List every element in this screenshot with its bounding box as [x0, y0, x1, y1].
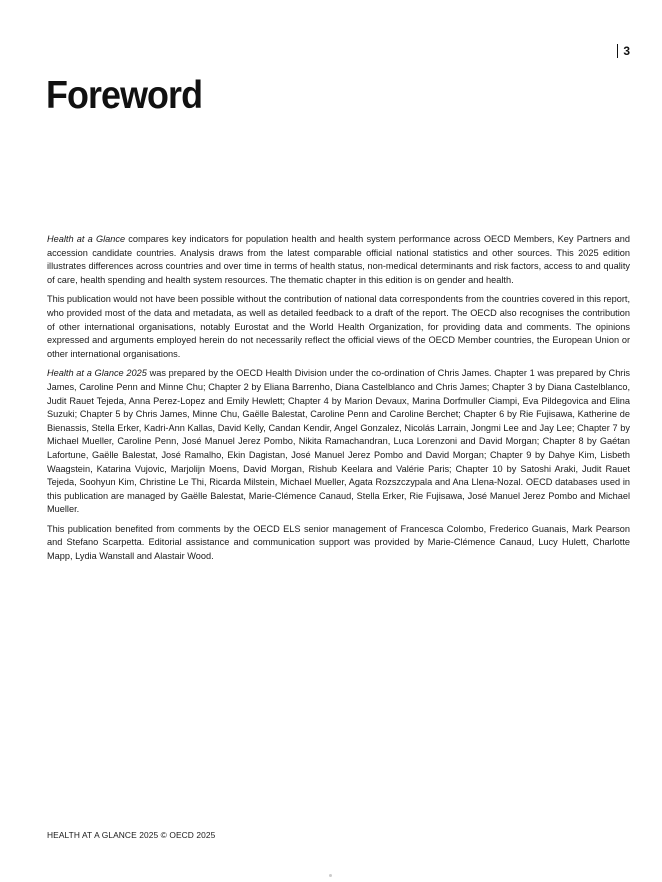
paragraph-authors [47, 367, 630, 517]
page-number: 3 [617, 44, 630, 58]
publication-title-italic: Health at a Glance [47, 234, 126, 244]
paragraph-acknowledgements [47, 293, 630, 361]
foreword-body [47, 233, 630, 570]
paragraph-text: This publication would not have been possible without the contribution of national data correspondents from the countries covered in this report, who provided most of the data and metadata, as well as detailed feedback to a draft of the report. The OECD also recognises the contribution of other international organisations, notably Eurostat and the World Health Organization, for providing data and comments. The opinions expressed and arguments employed herein do not necessarily reflect the official views of the OECD Member countries, the European Union or other international organisations. [47, 294, 630, 359]
paragraph-editorial [47, 523, 630, 564]
page-title: Foreword [46, 74, 203, 117]
page-marker-dot [329, 874, 332, 877]
publication-title-italic: Health at a Glance 2025 [47, 368, 147, 379]
page-footer: HEALTH AT A GLANCE 2025 © OECD 2025 [47, 830, 216, 840]
paragraph-text: compares key indicators for population health and health system performance across OECD Members, Key Partners and accession candidate countries. Analysis draws from the latest comparable official national statistics and other sources. This 2025 edition illustrates differences across countries and over time in terms of health status, non-medical determinants and risk factors, access to and quality of care, health spending and health system resources. The thematic chapter in this edition is on gender and health. [47, 234, 630, 285]
paragraph-text: was prepared by the OECD Health Division under the co-ordination of Chris James. Chapter 1 was prepared by Chris James, Caroline Penn and Minne Chu; Chapter 2 by Eliana Barrenho, Diana Castelblanco and Chris James; Chapter 3 by Diana Castelblanco, Judit Rauet Tejeda, Anna Perez-Lopez and Emily Hewlett; Chapter 4 by Marion Devaux, Marina Dorfmuller Ciampi, Eva Pildegovica and Elina Suzuki; Chapter 5 by Chris James, Minne Chu, Gaëlle Balestat, Caroline Penn and Caroline Berchet; Chapter 6 by Rie Fujisawa, Katherine de Bienassis, Stella Erker, Kadri-Ann Kallas, David Kelly, Candan Kendir, Angel Gonzalez, Nicolás Larrain, Jongmi Lee and Jay Lee; Chapter 7 by Michael Mueller, Caroline Penn, José Manuel Jerez Pombo, Nikita Ramachandran, Luca Lorenzoni and David Morgan; Chapter 8 by Gaétan Lafortune, Gaëlle Balestat, José Ramalho, Ekin Dagistan, José Manuel Jerez Pombo and David Morgan; Chapter 9 by Dahye Kim, Lisbeth Waagstein, Katarina Vujovic, Marjolijn Moens, David Morgan, Rishub Keelara and Valérie Paris; Chapter 10 by Satoshi Araki, Judit Rauet Tejeda, Soohyun Kim, Christine Le Thi, Ricarda Milstein, Michael Mueller, Agata Rozszczypala and Ana Llena-Nozal. OECD databases used in this publication are managed by Gaëlle Balestat, Marie-Clémence Canaud, Stella Erker, Rie Fujisawa, José Manuel Jerez Pombo and Michael Mueller. [47, 368, 630, 515]
paragraph-intro [47, 233, 630, 287]
paragraph-text: This publication benefited from comments by the OECD ELS senior management of Francesca Colombo, Frederico Guanais, Mark Pearson and Stefano Scarpetta. Editorial assistance and communication support was provided by Marie-Clémence Canaud, Lucy Hulett, Charlotte Mapp, Lydia Wanstall and Alastair Wood. [47, 523, 630, 562]
